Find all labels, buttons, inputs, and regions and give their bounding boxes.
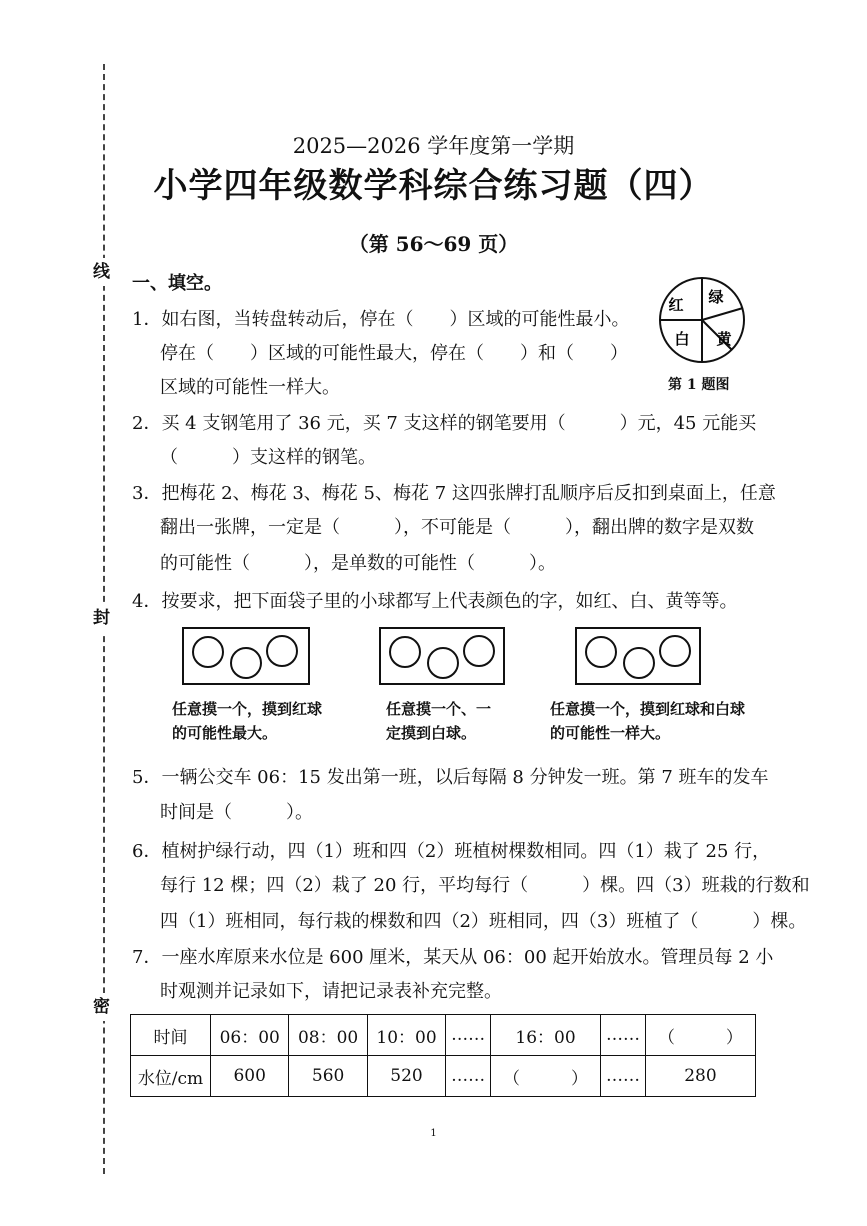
q3-line1: 3．把梅花 2、梅花 3、梅花 5、梅花 7 这四张牌打乱顺序后反扣到桌面上，任意 [132, 483, 776, 504]
ball[interactable] [230, 647, 262, 679]
table-cell: …… [601, 1056, 646, 1097]
spinner-caption: 第 1 题图 [668, 377, 730, 393]
q3-line2: 翻出一张牌，一定是（ ），不可能是（ ），翻出牌的数字是双数 [160, 517, 754, 538]
table-cell: 520 [367, 1056, 445, 1097]
water-level-table [130, 1014, 756, 1097]
ball[interactable] [427, 647, 459, 679]
table-cell: 06：00 [211, 1015, 289, 1056]
ball[interactable] [266, 635, 298, 667]
table-cell: 560 [289, 1056, 367, 1097]
ball[interactable] [389, 636, 421, 668]
bag-3-caption-line1: 任意摸一个，摸到红球和白球 [550, 700, 746, 718]
ball[interactable] [623, 647, 655, 679]
binding-mark-feng: 封 [93, 604, 110, 632]
spinner-label-white: 白 [674, 330, 690, 348]
bag-3 [575, 627, 701, 685]
q6-line2: 每行 12 棵；四（2）栽了 20 行，平均每行（ ）棵。四（3）班栽的行数和 [160, 875, 810, 896]
q5-line2: 时间是（ ）。 [160, 802, 313, 823]
answer-blank-cell[interactable]: （ ） [491, 1056, 601, 1097]
spinner-label-green: 绿 [708, 288, 724, 306]
table-cell: 08：00 [289, 1015, 367, 1056]
ball[interactable] [192, 636, 224, 668]
table-cell: 16：00 [491, 1015, 601, 1056]
ball[interactable] [585, 636, 617, 668]
table-cell: …… [601, 1015, 646, 1056]
q5-line1: 5．一辆公交车 06：15 发出第一班，以后每隔 8 分钟发一班。第 7 班车的发车 [132, 767, 769, 788]
q7-line1: 7．一座水库原来水位是 600 厘米，某天从 06：00 起开始放水。管理员每 2 小 [132, 947, 774, 968]
page-range: （第 56～69 页） [348, 232, 519, 256]
section-heading: 一、填空。 [132, 273, 222, 294]
bag-2-caption-line1: 任意摸一个、一 [386, 700, 492, 718]
bag-3-caption [550, 697, 745, 745]
table-cell: …… [446, 1015, 491, 1056]
bag-2 [379, 627, 505, 685]
ball[interactable] [659, 635, 691, 667]
table-row [131, 1056, 756, 1097]
table-cell: 600 [211, 1056, 289, 1097]
bag-1-caption-line2: 的可能性最大。 [172, 724, 278, 742]
q7-line2: 时观测并记录如下，请把记录表补充完整。 [160, 981, 502, 1002]
table-cell: 280 [645, 1056, 755, 1097]
spinner-label-yellow: 黄 [716, 330, 732, 348]
bag-1-caption [172, 697, 322, 745]
q6-line1: 6．植树护绿行动，四（1）班和四（2）班植树棵数相同。四（1）栽了 25 行， [132, 841, 771, 862]
bag-3-caption-line2: 的可能性一样大。 [550, 724, 671, 742]
binding-mark-mi: 密 [93, 993, 110, 1021]
bag-1-caption-line1: 任意摸一个，摸到红球 [172, 700, 323, 718]
q4-line1: 4．按要求，把下面袋子里的小球都写上代表颜色的字，如红、白、黄等等。 [132, 591, 738, 612]
q3-line3: 的可能性（ ），是单数的可能性（ ）。 [160, 553, 556, 574]
table-cell: 时间 [131, 1015, 211, 1056]
q2-line2: （ ）支这样的钢笔。 [160, 447, 376, 468]
q2-line1: 2．买 4 支钢笔用了 36 元，买 7 支这样的钢笔要用（ ）元，45 元能买 [132, 413, 757, 434]
table-cell: …… [446, 1056, 491, 1097]
table-row [131, 1015, 756, 1056]
bag-2-caption [386, 697, 491, 745]
q1-line2: 停在（ ）区域的可能性最大，停在（ ）和（ ） [160, 343, 628, 364]
spinner-label-red: 红 [668, 296, 684, 314]
ball[interactable] [463, 635, 495, 667]
binding-mark-xian: 线 [93, 258, 110, 286]
spinner-figure [658, 276, 746, 364]
q1-line1: 1．如右图，当转盘转动后，停在（ ）区域的可能性最小。 [132, 309, 630, 330]
q6-line3: 四（1）班相同，每行栽的棵数和四（2）班相同，四（3）班植了（ ）棵。 [160, 911, 807, 932]
table-cell: 10：00 [367, 1015, 445, 1056]
page-number: 1 [430, 1128, 437, 1139]
bag-2-caption-line2: 定摸到白球。 [386, 724, 477, 742]
page-title: 小学四年级数学科综合练习题（四） [153, 166, 714, 206]
q1-line3: 区域的可能性一样大。 [160, 377, 340, 398]
answer-blank-cell[interactable]: （ ） [645, 1015, 755, 1056]
term-line: 2025—2026 学年度第一学期 [292, 134, 575, 158]
table-cell: 水位/cm [131, 1056, 211, 1097]
bag-1 [182, 627, 310, 685]
